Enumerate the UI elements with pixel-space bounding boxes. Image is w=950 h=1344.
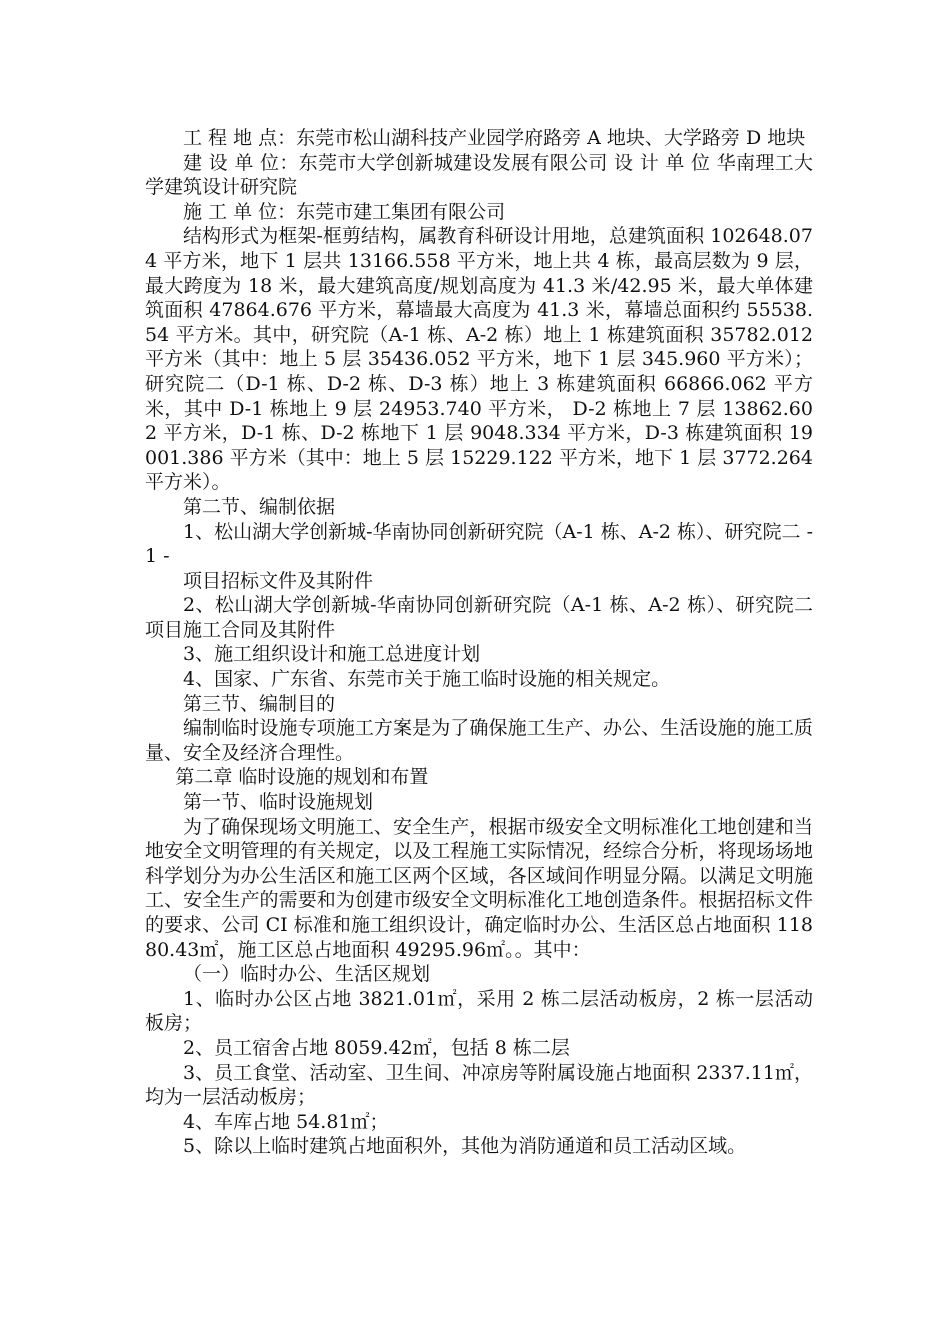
chapter-heading: 第二章 临时设施的规划和布置 [175, 766, 429, 789]
basis-item-4: 4、国家、广东省、东莞市关于施工临时设施的相关规定。 [183, 668, 671, 691]
basis-item-1-continued: 项目招标文件及其附件 [183, 569, 374, 592]
purpose-text: 编制临时设施专项施工方案是为了确保施工生产、办公、生活设施的施工质量、安全及经济合理性。 [145, 717, 813, 764]
contractor-unit: 施 工 单 位：东莞市建工集团有限公司 [183, 200, 506, 223]
planning-item-4: 4、车库占地 54.81㎡； [183, 1110, 389, 1133]
subsection-heading-office-living: （一）临时办公、生活区规划 [183, 963, 431, 986]
basis-item-2: 2、松山湖大学创新城-华南协同创新研究院（A-1 栋、A-2 栋）、研究院二项目施工合同及其附件 [145, 594, 813, 641]
section-heading-basis: 第二节、编制依据 [183, 495, 336, 518]
section-heading-purpose: 第三节、编制目的 [183, 692, 336, 715]
structure-description: 结构形式为框架-框剪结构，属教育科研设计用地，总建筑面积 102648.074 平方米，地下 1 层共 13166.558 平方米，地上共 4 栋，最高层数为 9 层，最大跨度为 18 米，最大建筑高度/规划高度为 41.3 米/42.95 米，最大单体建筑面积 47864.676 平方米，幕墙最大高度为 41.3 米，幕墙总面积约 55538.54 平方米。其中，研究院（A-1 栋、A-2 栋）地上 1 栋建筑面积 35782.012 平方米（其中：地上 5 层 35436.052 平方米，地下 1 层 345.960 平方米）；研究院二（D-1 栋、D-2 栋、D-3 栋）地上 3 栋建筑面积 66866.062 平方米，其中 D-1 栋地上 9 层 24953.740 平方米， D-2 栋地上 7 层 13862.602 平方米，D-1 栋、D-2 栋地下 1 层 9048.334 平方米，D-3 栋建筑面积 19001.386 平方米（其中：地上 5 层 15229.122 平方米，地下 1 层 3772.264 平方米）。 [145, 225, 813, 494]
planning-item-3: 3、员工食堂、活动室、卫生间、冲凉房等附属设施占地面积 2337.11㎡，均为一层活动板房； [145, 1061, 813, 1109]
construction-and-design-units: 建 设 单 位：东莞市大学创新城建设发展有限公司 设 计 单 位 华南理工大学建筑设计研究院 [145, 151, 813, 199]
basis-item-3: 3、施工组织设计和施工总进度计划 [183, 643, 481, 666]
planning-item-5: 5、除以上临时建筑占地面积外，其他为消防通道和员工活动区域。 [183, 1135, 747, 1158]
basis-item-1: 1、松山湖大学创新城-华南协同创新研究院（A-1 栋、A-2 栋）、研究院二 - 1 - [145, 520, 814, 568]
planning-item-2: 2、员工宿舍占地 8059.42㎡，包括 8 栋二层 [183, 1036, 570, 1059]
planning-text: 为了确保现场文明施工、安全生产，根据市级安全文明标准化工地创建和当地安全文明管理的有关规定，以及工程施工实际情况，经综合分析，将现场场地科学划分为办公生活区和施工区两个区域，各区域间作明显分隔。以满足文明施工、安全生产的需要和为创建市级安全文明标准化工地创造条件。根据招标文件的要求、公司 CI 标准和施工组织设计，确定临时办公、生活区总占地面积 11880.43㎡，施工区总占地面积 49295.96㎡。。其中： [145, 815, 813, 961]
project-location: 工 程 地 点：东莞市松山湖科技产业园学府路旁 A 地块、大学路旁 D 地块 [183, 127, 806, 149]
section-heading-planning: 第一节、临时设施规划 [183, 791, 374, 814]
planning-item-1: 1、临时办公区占地 3821.01㎡，采用 2 栋二层活动板房，2 栋一层活动板房； [145, 987, 813, 1035]
document-page [145, 126, 813, 1159]
